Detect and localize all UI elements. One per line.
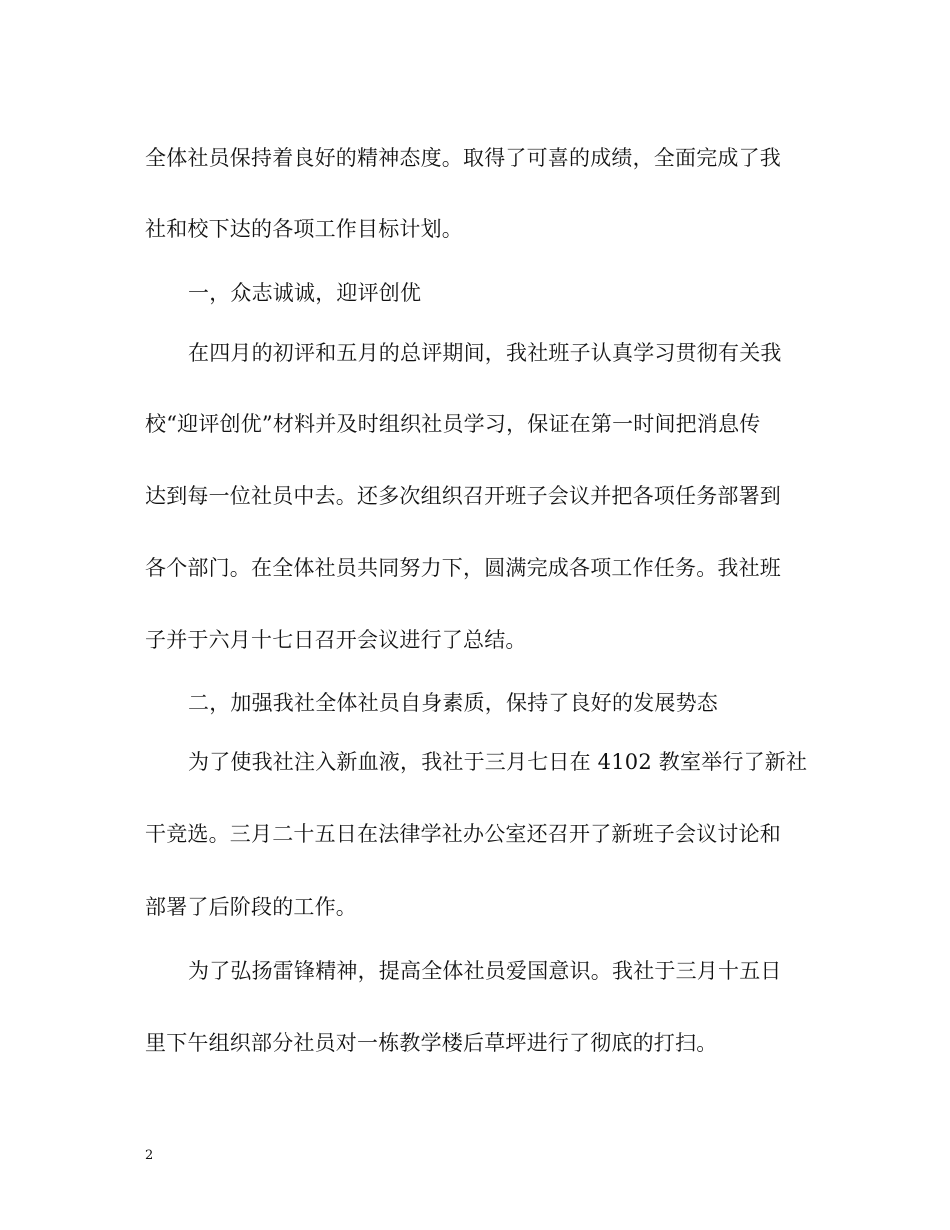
body-text-line: 里下午组织部分社员对一栋教学楼后草坪进行了彻底的打扫。 [145, 1031, 718, 1055]
body-text-line: 为了使我社注入新血液，我社于三月七日在 4102 教室举行了新社 [188, 750, 808, 774]
body-text-line: 干竞选。三月二十五日在法律学社办公室还召开了新班子会议讨论和 [145, 822, 781, 846]
body-text-line: 子并于六月十七日召开会议进行了总结。 [145, 628, 527, 652]
body-text-line: 校“迎评创优”材料并及时组织社员学习，保证在第一时间把消息传 [145, 412, 761, 436]
body-text-line: 社和校下达的各项工作目标计划。 [145, 217, 463, 241]
section-heading: 一，众志诚诚，迎评创优 [188, 281, 422, 305]
section-heading: 二，加强我社全体社员自身素质，保持了良好的发展势态 [188, 691, 718, 715]
body-text-line: 部署了后阶段的工作。 [145, 895, 357, 919]
body-text-line: 各个部门。在全体社员共同努力下，圆满完成各项工作任务。我社班 [145, 556, 781, 580]
page-number: 2 [145, 1148, 154, 1163]
body-text-line: 为了弘扬雷锋精神，提高全体社员爱国意识。我社于三月十五日 [188, 959, 782, 983]
body-text-line: 在四月的初评和五月的总评期间，我社班子认真学习贯彻有关我 [188, 341, 782, 365]
body-text-line: 全体社员保持着良好的精神态度。取得了可喜的成绩，全面完成了我 [145, 146, 781, 170]
body-text-line: 达到每一位社员中去。还多次组织召开班子会议并把各项任务部署到 [145, 484, 781, 508]
